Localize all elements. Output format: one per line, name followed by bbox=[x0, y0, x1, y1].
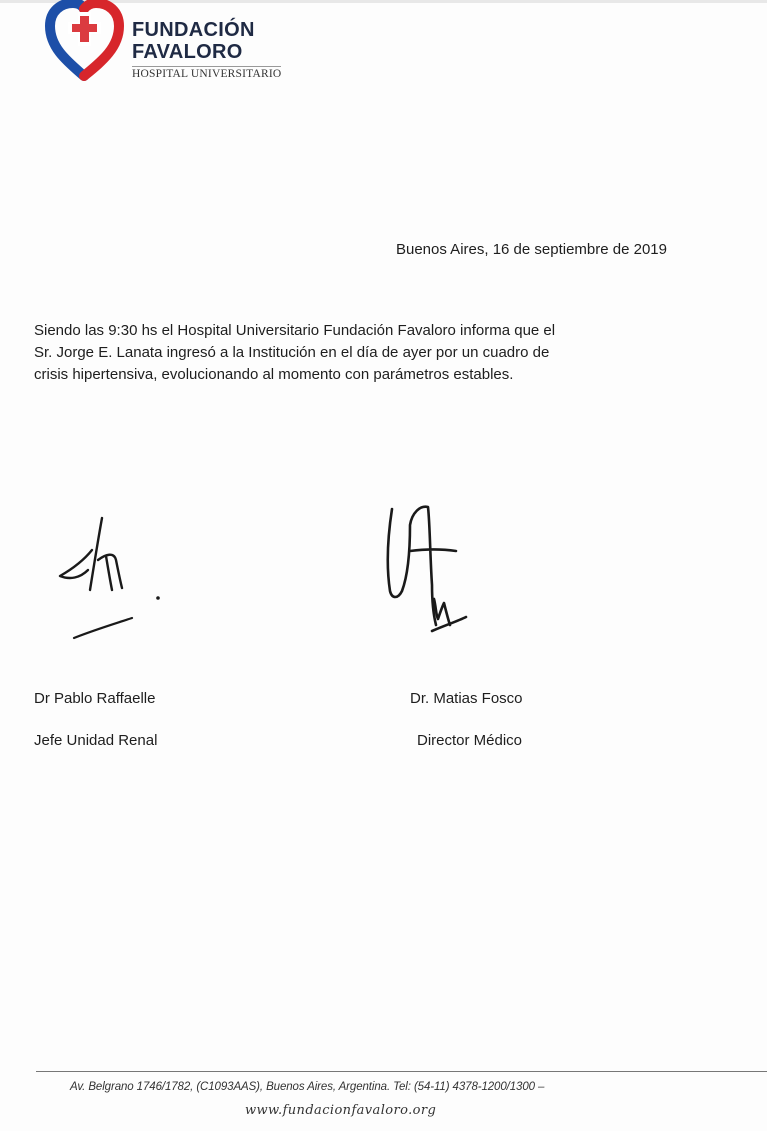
body-line: Sr. Jorge E. Lanata ingresó a la Institución en el día de ayer por un cuadro de bbox=[34, 344, 550, 361]
brand-name-line2: FAVALORO bbox=[132, 41, 243, 63]
signatory-left-name: Dr Pablo Raffaelle bbox=[34, 690, 156, 707]
body-line: Siendo las 9:30 hs el Hospital Universitario Fundación Favaloro informa que el bbox=[34, 322, 556, 339]
signature-right bbox=[370, 495, 490, 645]
footer-website: www.fundacionfavaloro.org bbox=[245, 1103, 437, 1118]
heart-cross-logo-icon bbox=[44, 0, 126, 84]
signatory-right-role: Director Médico bbox=[417, 732, 523, 749]
body-line: crisis hipertensiva, evolucionando al momento con parámetros estables. bbox=[34, 366, 514, 383]
footer-divider bbox=[36, 1071, 767, 1072]
letter-body bbox=[34, 320, 674, 386]
letter-date: Buenos Aires, 16 de septiembre de 2019 bbox=[395, 241, 667, 258]
signatory-left-role: Jefe Unidad Renal bbox=[34, 732, 158, 749]
signature-left bbox=[50, 510, 190, 650]
brand-name-line1: FUNDACIÓN bbox=[132, 19, 255, 41]
brand-subtitle: HOSPITAL UNIVERSITARIO bbox=[132, 68, 282, 80]
footer-address: Av. Belgrano 1746/1782, (C1093AAS), Buenos Aires, Argentina. Tel: (54-11) 4378-1200/1300 – bbox=[70, 1081, 545, 1093]
signatory-right-name: Dr. Matias Fosco bbox=[410, 690, 523, 707]
fundacion-favaloro-logo bbox=[44, 0, 294, 86]
